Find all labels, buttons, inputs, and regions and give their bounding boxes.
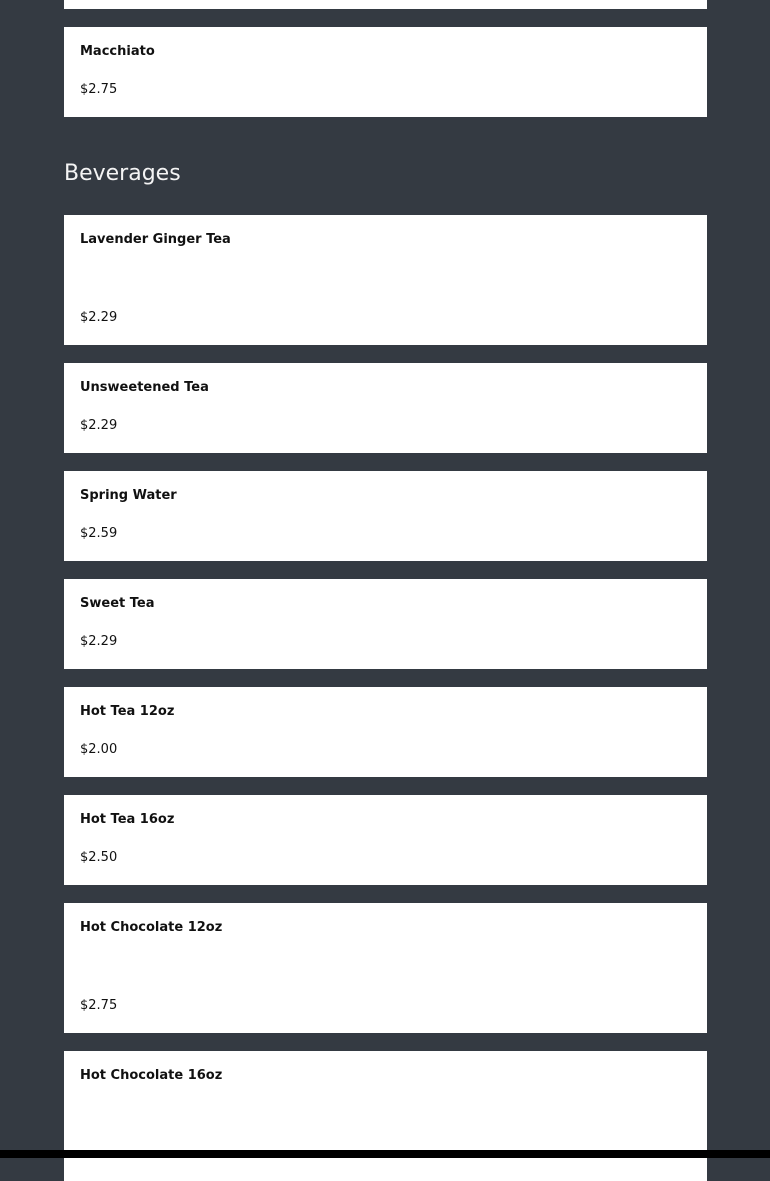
menu-item-name: Unsweetened Tea [80, 380, 209, 395]
menu-item-name: Macchiato [80, 44, 155, 59]
menu-item-name: Hot Tea 16oz [80, 812, 175, 827]
menu-item-card[interactable] [64, 795, 707, 885]
menu-item-card[interactable] [64, 579, 707, 669]
menu-item-price: $2.29 [80, 634, 118, 649]
menu-item-price: $2.29 [80, 310, 118, 325]
menu-item-card[interactable] [64, 363, 707, 453]
menu-item-card[interactable] [64, 215, 707, 345]
menu-item-card[interactable] [64, 903, 707, 1033]
menu-item-name: Hot Tea 12oz [80, 704, 175, 719]
menu-item-card[interactable] [64, 471, 707, 561]
menu-item-price: $2.75 [80, 82, 118, 97]
bottom-edge-bar [0, 1150, 770, 1158]
menu-item-card[interactable] [64, 27, 707, 117]
menu-item-name: Lavender Ginger Tea [80, 232, 231, 247]
menu-item-name: Hot Chocolate 16oz [80, 1068, 223, 1083]
menu-item-price: $2.50 [80, 850, 118, 865]
menu-item-price: $2.00 [80, 742, 118, 757]
menu-item-card[interactable] [64, 687, 707, 777]
menu-item-name: Spring Water [80, 488, 177, 503]
menu-item-card[interactable] [64, 1051, 707, 1181]
section-title: Beverages [64, 161, 181, 186]
menu-item-name: Sweet Tea [80, 596, 155, 611]
menu-item-price: $2.59 [80, 526, 118, 541]
menu-item-price: $2.75 [80, 998, 118, 1013]
menu-item-price: $2.29 [80, 418, 118, 433]
menu-item-name: Hot Chocolate 12oz [80, 920, 223, 935]
menu-item-card[interactable] [64, 0, 707, 9]
